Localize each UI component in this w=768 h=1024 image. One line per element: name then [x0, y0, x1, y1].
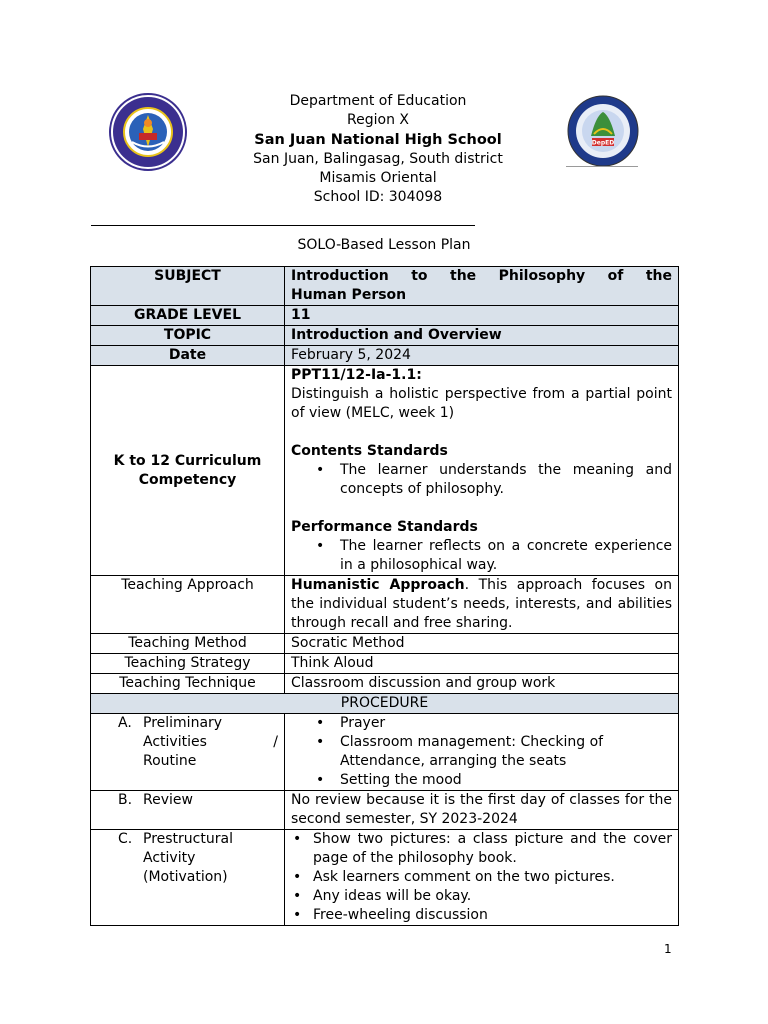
grade-row	[91, 306, 679, 326]
strategy-value: Think Aloud	[285, 654, 679, 674]
content-standards-heading: Contents Standards	[291, 443, 448, 459]
grade-label: GRADE LEVEL	[91, 306, 285, 326]
approach-value: Humanistic Approach. This approach focuses on the individual student’s needs, interests, and abilities through recall and free sharing.	[285, 576, 679, 634]
subject-label: SUBJECT	[91, 267, 285, 306]
district-seal-icon	[566, 94, 640, 168]
school-address: San Juan, Balingasag, South district	[253, 150, 503, 167]
strategy-label: Teaching Strategy	[91, 654, 285, 674]
page-number: 1	[664, 942, 672, 956]
subject-row	[91, 267, 679, 306]
list-item: • Ask learners comment on the two pictures.	[313, 868, 672, 887]
procedure-label: PROCEDURE	[91, 694, 679, 714]
technique-label: Teaching Technique	[91, 674, 285, 694]
prestructural-label: C. Prestructural Activity (Motivation)	[91, 830, 285, 926]
approach-label: Teaching Approach	[91, 576, 285, 634]
competency-text: Distinguish a holistic perspective from a partial point of view (MELC, week 1)	[291, 386, 672, 421]
strategy-row	[91, 654, 679, 674]
list-item: • Free-wheeling discussion	[313, 906, 672, 925]
prestructural-list	[291, 830, 672, 925]
approach-row	[91, 576, 679, 634]
preliminary-list	[291, 714, 672, 790]
competency-code: PPT11/12-Ia-1.1:	[291, 367, 422, 383]
school-province: Misamis Oriental	[319, 170, 437, 187]
topic-label: TOPIC	[91, 326, 285, 346]
prestructural-row	[91, 830, 679, 926]
preliminary-label: A. Preliminary Activities / Routine	[91, 714, 285, 791]
competency-row	[91, 366, 679, 576]
school-seal-icon	[106, 93, 190, 171]
method-label: Teaching Method	[91, 634, 285, 654]
department-name: Department of Education	[289, 93, 467, 109]
school-header	[190, 92, 566, 208]
procedure-row	[91, 694, 679, 714]
list-item: • Prayer	[340, 714, 672, 733]
competency-value	[285, 366, 679, 576]
performance-standards-heading: Performance Standards	[291, 519, 478, 535]
preliminary-row	[91, 714, 679, 791]
grade-value: 11	[285, 306, 679, 326]
header-divider	[91, 225, 475, 226]
date-label: Date	[91, 346, 285, 366]
list-item: • Any ideas will be okay.	[313, 887, 672, 906]
review-value: No review because it is the first day of classes for the second semester, SY 2023-2024	[285, 791, 679, 830]
region-name: Region X	[347, 112, 409, 129]
list-item: • Classroom management: Checking of Attendance, arranging the seats	[340, 733, 672, 771]
deped-badge: DepED	[591, 139, 615, 147]
school-id: School ID: 304098	[313, 189, 443, 206]
content-standards-item: • The learner understands the meaning and concepts of philosophy.	[340, 461, 672, 499]
method-value: Socratic Method	[285, 634, 679, 654]
competency-label: K to 12 Curriculum Competency	[91, 366, 285, 576]
logo-underline	[566, 166, 638, 167]
list-item: • Setting the mood	[340, 771, 672, 790]
prestructural-value	[285, 830, 679, 926]
list-item: • Show two pictures: a class picture and the cover page of the philosophy book.	[313, 830, 672, 868]
lesson-plan-table	[90, 266, 679, 926]
review-row	[91, 791, 679, 830]
performance-standards-item: • The learner reflects on a concrete experience in a philosophical way.	[340, 537, 672, 575]
preliminary-value	[285, 714, 679, 791]
school-name: San Juan National High School	[254, 131, 502, 148]
method-row	[91, 634, 679, 654]
subject-value: Introduction to the Philosophy of the Human Person	[285, 267, 679, 306]
technique-value: Classroom discussion and group work	[285, 674, 679, 694]
date-value: February 5, 2024	[285, 346, 679, 366]
plan-title: SOLO-Based Lesson Plan	[297, 237, 471, 253]
topic-value: Introduction and Overview	[285, 326, 679, 346]
topic-row	[91, 326, 679, 346]
date-row	[91, 346, 679, 366]
review-label: B. Review	[91, 791, 285, 830]
technique-row	[91, 674, 679, 694]
